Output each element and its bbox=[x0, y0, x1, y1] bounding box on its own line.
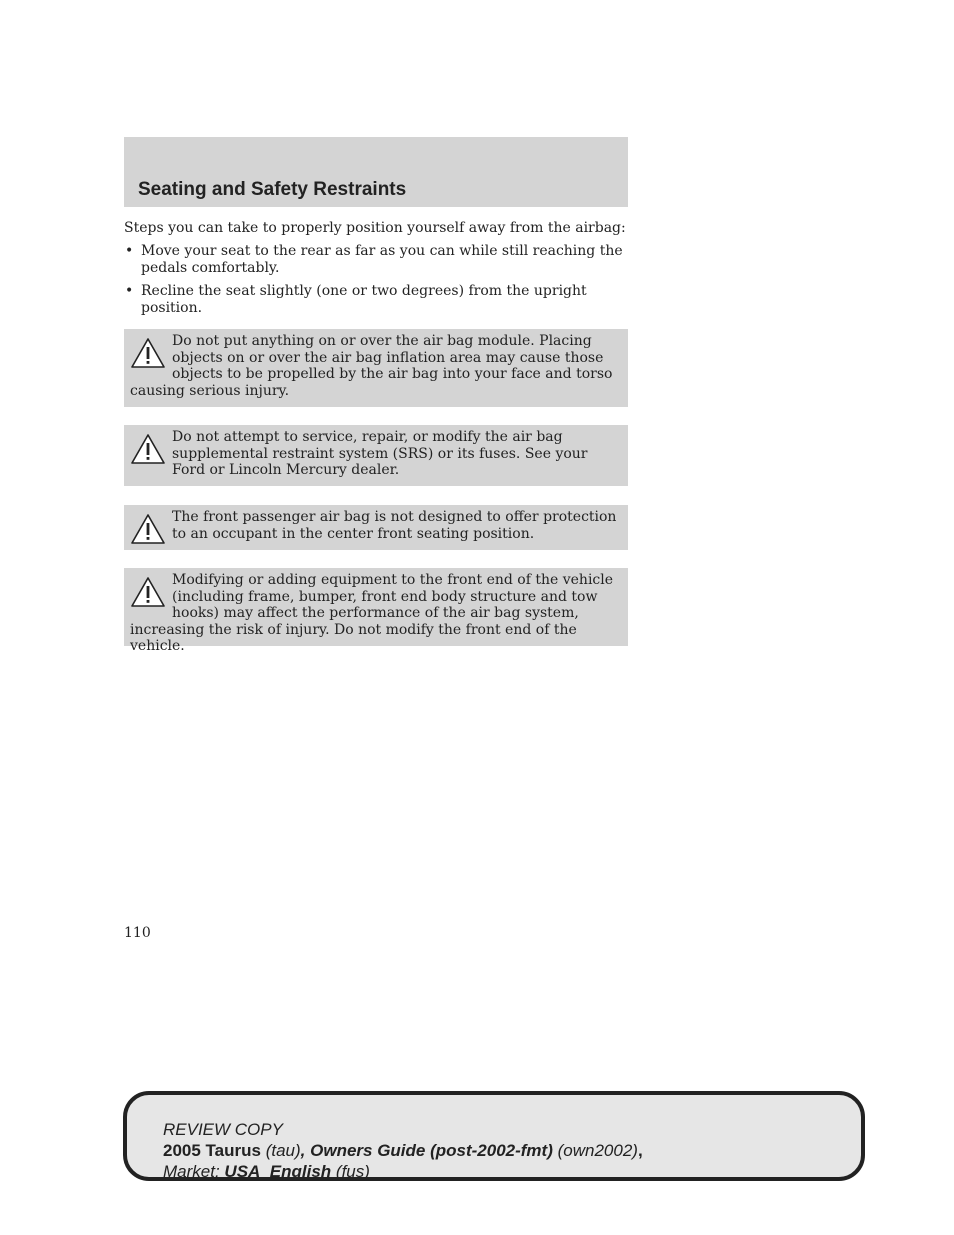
footer-model-line bbox=[163, 1140, 861, 1161]
bullet-list bbox=[124, 243, 628, 316]
list-item bbox=[124, 243, 628, 276]
footer-model-code: (tau) bbox=[265, 1141, 301, 1160]
list-item bbox=[124, 283, 628, 316]
footer-market-code: (fus) bbox=[335, 1162, 370, 1181]
warning-triangle-icon bbox=[130, 513, 166, 545]
warning-box bbox=[124, 425, 628, 486]
footer-market-label: Market: bbox=[163, 1162, 220, 1181]
warning-text: Do not put anything on or over the air bag module. Placing objects on or over the air bag inflation area may cause those objects to be propelled by the air bag into your face and torso causing serious injury. bbox=[130, 333, 613, 399]
warning-triangle-icon bbox=[130, 337, 166, 369]
footer-guide: , Owners Guide (post-2002-fmt) bbox=[300, 1141, 553, 1160]
footer-market-line bbox=[163, 1161, 861, 1182]
section-title: Seating and Safety Restraints bbox=[138, 179, 407, 200]
footer-model: 2005 Taurus bbox=[163, 1141, 261, 1160]
intro-text: Steps you can take to properly position yourself away from the airbag: bbox=[124, 220, 626, 236]
warning-triangle-icon bbox=[130, 576, 166, 608]
bullet-icon: • bbox=[125, 243, 134, 259]
warning-text: The front passenger air bag is not designed to offer protection to an occupant in the center front seating position. bbox=[172, 509, 617, 542]
page-number: 110 bbox=[124, 925, 151, 941]
warning-triangle-icon bbox=[130, 433, 166, 465]
section-header-band bbox=[124, 137, 628, 207]
warning-box bbox=[124, 568, 628, 654]
bullet-text: Recline the seat slightly (one or two degrees) from the upright position. bbox=[141, 283, 587, 316]
bullet-text: Move your seat to the rear as far as you can while still reaching the pedals comfortably. bbox=[141, 243, 623, 276]
review-copy-label: REVIEW COPY bbox=[163, 1120, 283, 1139]
footer-comma: , bbox=[637, 1141, 643, 1160]
warning-text: Do not attempt to service, repair, or modify the air bag supplemental restraint system (SRS) or its fuses. See your Ford or Lincoln Mercury dealer. bbox=[172, 429, 588, 478]
bullet-icon: • bbox=[125, 283, 134, 299]
warning-text: Modifying or adding equipment to the front end of the vehicle (including frame, bumper, front end body structure and tow hooks) may affect the performance of the air bag system, increasing the risk of injury. Do not modify the front end of the vehicle. bbox=[130, 572, 614, 654]
review-copy-footer bbox=[123, 1091, 865, 1181]
warning-box bbox=[124, 505, 628, 550]
footer-market: USA_English bbox=[224, 1162, 332, 1181]
warning-box bbox=[124, 329, 628, 407]
footer-guide-code: (own2002) bbox=[557, 1141, 638, 1160]
intro-section bbox=[124, 220, 628, 323]
